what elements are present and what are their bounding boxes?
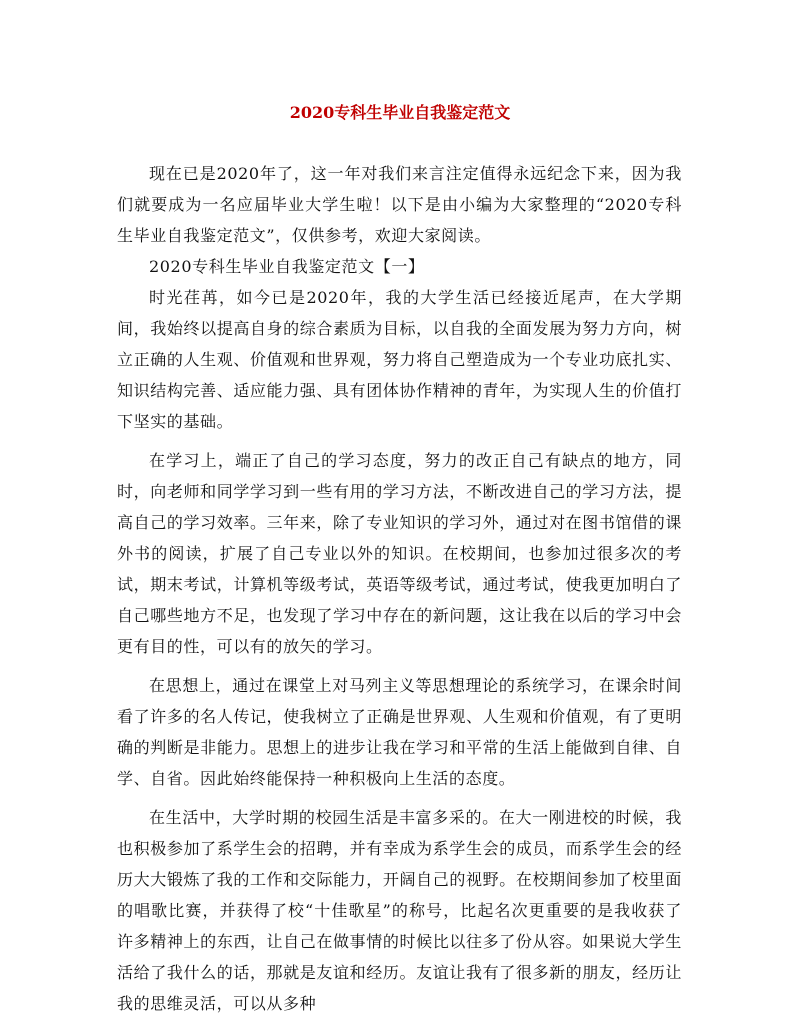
body-paragraph: 在生活中，大学时期的校园生活是丰富多采的。在大一刚进校的时候，我也积极参加了系学生会的招聘，并有幸成为系学生会的成员，而系学生会的经历大大锻炼了我的工作和交际能力，开阔自己的视野。在校期间参加了校里面的唱歌比赛，并获得了校“十佳歌星”的称号，比起名次更重要的是我收获了许多精神上的东西，让自己在做事情的时候比以往多了份从容。如果说大学生活给了我什么的话，那就是友谊和经历。友谊让我有了很多新的朋友，经历让我的思维灵活，可以从多种 [117,808,682,1013]
document-title: 2020专科生毕业自我鉴定范文 [289,103,511,122]
body-paragraph: 在思想上，通过在课堂上对马列主义等思想理论的系统学习，在课余时间看了许多的名人传记，使我树立了正确是世界观、人生观和价值观，有了更明确的判断是非能力。思想上的进步让我在学习和平常的生活上能做到自律、自学、自省。因此始终能保持一种积极向上生活的态度。 [117,676,682,788]
body-paragraph: 时光荏苒，如今已是2020年，我的大学生活已经接近尾声，在大学期间，我始终以提高自身的综合素质为目标，以自我的全面发展为努力方向，树立正确的人生观、价值观和世界观，努力将自己塑造成为一个专业功底扎实、知识结构完善、适应能力强、具有团体协作精神的青年，为实现人生的价值打下坚实的基础。 [117,288,682,431]
intro-paragraph: 现在已是2020年了，这一年对我们来言注定值得永远纪念下来，因为我们就要成为一名应届毕业大学生啦！以下是由小编为大家整理的“2020专科生毕业自我鉴定范文”，仅供参考，欢迎大家阅读。 [117,164,682,245]
document-body [117,158,682,1019]
body-paragraph: 在学习上，端正了自己的学习态度，努力的改正自己有缺点的地方，同时，向老师和同学学习到一些有用的学习方法，不断改进自己的学习方法，提高自己的学习效率。三年来，除了专业知识的学习外，通过对在图书馆借的课外书的阅读，扩展了自己专业以外的知识。在校期间，也参加过很多次的考试，期末考试，计算机等级考试，英语等级考试，通过考试，使我更加明白了自己哪些地方不足，也发现了学习中存在的新问题，这让我在以后的学习中会更有目的性，可以有的放矢的学习。 [117,451,682,656]
section-heading: 2020专科生毕业自我鉴定范文【一】 [149,257,425,276]
